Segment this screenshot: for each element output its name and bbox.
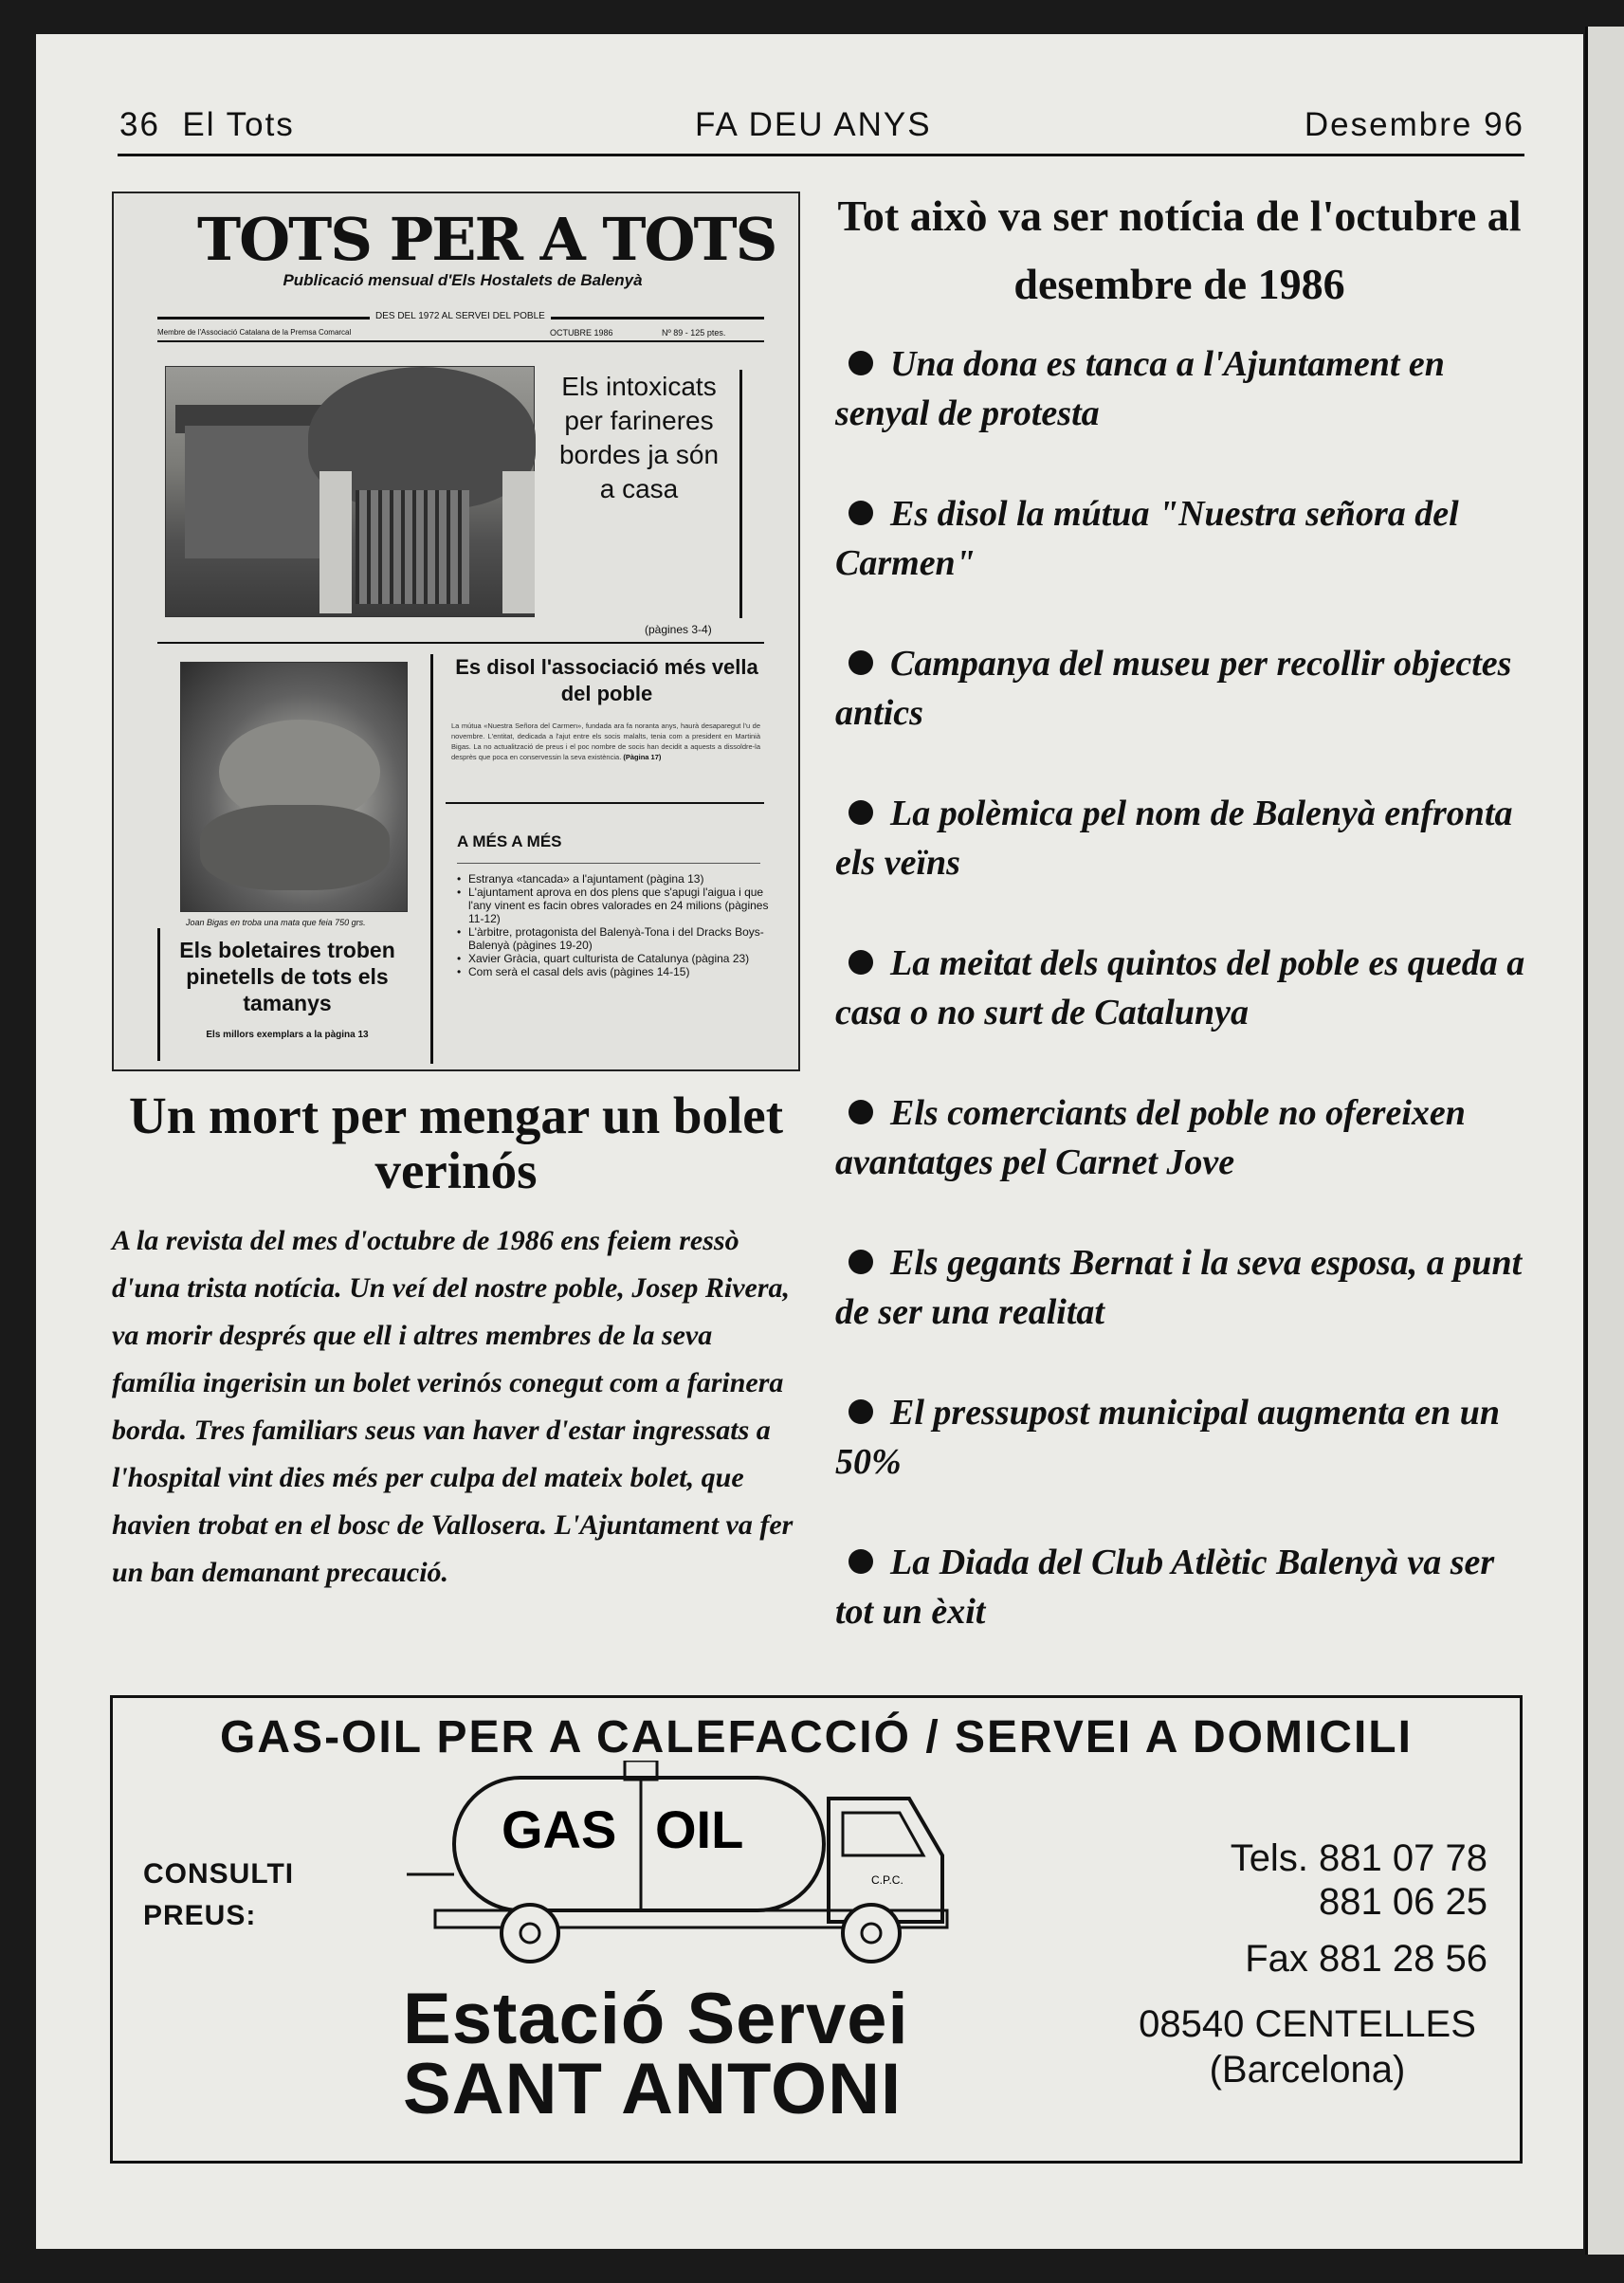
article-title: Un mort per mengar un bolet verinós bbox=[128, 1087, 784, 1199]
house-photo bbox=[165, 366, 535, 617]
page-number: 36 bbox=[119, 106, 160, 143]
gasoil-advertisement bbox=[110, 1695, 1523, 2164]
next-page-edge bbox=[1585, 27, 1624, 2255]
clipping-body-pages: (Pàgina 17) bbox=[623, 753, 662, 761]
bullet-icon bbox=[848, 351, 873, 375]
cab-label: C.P.C. bbox=[871, 1873, 903, 1887]
bullet-icon bbox=[848, 650, 873, 675]
clipping-masthead: TOTS PER A TOTS bbox=[197, 205, 776, 274]
clipping-date: OCTUBRE 1986 bbox=[550, 328, 613, 338]
truck-wheel bbox=[502, 1905, 558, 1962]
truck-wheel bbox=[843, 1905, 900, 1962]
more-list bbox=[457, 872, 776, 978]
news-item-text: Campanya del museu per recollir objectes antics bbox=[835, 644, 1512, 733]
bullet-icon bbox=[848, 501, 873, 525]
clipping-number: Nº 89 - 125 ptes. bbox=[662, 328, 726, 338]
news-item-text: El pressupost municipal augmenta en un 50% bbox=[835, 1393, 1500, 1482]
bullet-icon bbox=[848, 1549, 873, 1574]
clipping-pages: (pàgines 3-4) bbox=[645, 623, 712, 636]
news-item bbox=[835, 639, 1537, 738]
bullet-icon bbox=[848, 1399, 873, 1424]
news-item bbox=[835, 1238, 1537, 1337]
news-item-text: Una dona es tanca a l'Ajuntament en senyal de protesta bbox=[835, 344, 1445, 433]
clipping-body-text: La mútua «Nuestra Señora del Carmen», fundada ara fa noranta anys, haurà desaparegut l'u de novembre. L'entitat, dedicada a l'ajut entre els socis malalts, tenia com a president en Martinià Bigas. La no actualització de preus i el poc nombre de socis han decidit a aquests a dissoldre-la desprès que poca en conservessin la seva existència. bbox=[451, 721, 760, 761]
magazine-name: El Tots bbox=[182, 106, 295, 143]
more-title: A MÉS A MÉS bbox=[457, 832, 562, 850]
clipping-headline-associacio: Es disol l'associació més vella del poble bbox=[455, 655, 758, 705]
ad-address bbox=[1137, 2001, 1478, 2092]
clipping-since: DES DEL 1972 AL SERVEI DEL POBLE bbox=[370, 311, 551, 321]
news-item bbox=[835, 939, 1537, 1037]
news-item bbox=[835, 1388, 1537, 1487]
news-item bbox=[835, 339, 1537, 438]
clipping-member-line: Membre de l'Associació Catalana de la Premsa Comarcal bbox=[157, 328, 352, 337]
photo-caption: Joan Bigas en troba una mata que feia 750 grs. bbox=[186, 918, 366, 927]
bullet-icon bbox=[848, 1250, 873, 1274]
news-heading: Tot això va ser notícia de l'octubre al desembre de 1986 bbox=[837, 192, 1522, 308]
ad-headline: GAS-OIL PER A CALEFACCIÓ / SERVEI A DOMICILI bbox=[220, 1712, 1413, 1762]
ad-fax: Fax 881 28 56 bbox=[1245, 1938, 1487, 1980]
issue-date: Desembre 96 bbox=[1304, 106, 1524, 143]
news-item-text: La Diada del Club Atlètic Balenyà va ser tot un èxit bbox=[835, 1543, 1495, 1632]
mushroom-photo bbox=[180, 662, 408, 912]
news-item-text: Es disol la mútua "Nuestra señora del Carmen" bbox=[835, 494, 1459, 583]
more-item: • Xavier Gràcia, quart culturista de Catalunya (pàgina 23) bbox=[457, 952, 776, 965]
header-rule bbox=[118, 154, 1524, 156]
photo-gatepost bbox=[502, 471, 535, 613]
clipping-rule bbox=[457, 863, 760, 864]
article-body: A la revista del mes d'octubre de 1986 ens feiem ressò d'una trista notícia. Un veí del nostre poble, Josep Rivera, va morir després que ell i altres membres de la seva família ingerisin un bolet verinós conegut com a farinera borda. Tres familiars seus van haver d'estar ingressats a l'hospital vint dies més per culpa del mateix bolet, que havien trobat en el bosc de Vallosera. L'Ajuntament va fer un ban demanant precaució. bbox=[112, 1225, 794, 1588]
station-name bbox=[403, 1979, 909, 2129]
ad-region: (Barcelona) bbox=[1209, 2049, 1406, 2091]
running-header bbox=[83, 106, 1524, 148]
clipping-rule bbox=[157, 928, 160, 1061]
news-item bbox=[835, 1088, 1537, 1187]
clipping-headline-intoxicats: Els intoxicats per farineres bordes ja són a casa bbox=[558, 372, 720, 503]
ad-city: 08540 CENTELLES bbox=[1139, 2003, 1476, 2045]
section-title: FA DEU ANYS bbox=[695, 106, 932, 143]
clipping-subtitle: Publicació mensual d'Els Hostalets de Balenyà bbox=[283, 271, 643, 289]
clipping-rule bbox=[446, 802, 764, 804]
news-item-text: La polèmica pel nom de Balenyà enfronta els veïns bbox=[835, 794, 1513, 883]
ad-consult-prices: CONSULTI PREUS: bbox=[143, 1858, 295, 1931]
news-item bbox=[835, 1538, 1537, 1636]
bullet-icon bbox=[848, 800, 873, 825]
ad-phone-1: Tels. 881 07 78 bbox=[1230, 1837, 1487, 1879]
bullet-icon bbox=[848, 1100, 873, 1124]
ad-phone-2: 881 06 25 bbox=[1319, 1881, 1487, 1923]
tank-label-oil: OIL bbox=[655, 1799, 744, 1859]
more-item: • L'ajuntament aprova en dos plens que s'apugi l'aigua i que l'any vinent es facin obres valorades en 24 milions (pàgines 11-12) bbox=[457, 886, 776, 925]
tanker-truck-icon bbox=[397, 1761, 966, 1975]
truck-cab bbox=[829, 1799, 942, 1922]
photo-gate bbox=[356, 490, 469, 604]
clipping-body bbox=[451, 721, 760, 762]
station-line-1: Estació Servei bbox=[403, 1979, 909, 2059]
news-item-text: Els gegants Bernat i la seva esposa, a punt de ser una realitat bbox=[835, 1243, 1523, 1332]
news-item bbox=[835, 489, 1537, 588]
newspaper-clipping bbox=[112, 192, 800, 1071]
ad-contact bbox=[1231, 1836, 1487, 1981]
photo-hands bbox=[200, 805, 390, 890]
clipping-rule bbox=[157, 340, 764, 342]
news-item bbox=[835, 789, 1537, 887]
station-line-2: SANT ANTONI bbox=[403, 2049, 903, 2129]
news-item-text: Els comerciants del poble no ofereixen avantatges pel Carnet Jove bbox=[835, 1093, 1466, 1182]
truck-window bbox=[843, 1813, 923, 1855]
clipping-headline-boletaires: Els boletaires troben pinetells de tots els tamanys bbox=[179, 938, 395, 1015]
bullet-icon bbox=[848, 950, 873, 975]
clipping-rule bbox=[430, 654, 433, 1064]
photo-gatepost bbox=[319, 471, 352, 613]
more-item: • Estranya «tancada» a l'ajuntament (pàgina 13) bbox=[457, 872, 776, 886]
news-item-text: La meitat dels quintos del poble es queda a casa o no surt de Catalunya bbox=[835, 943, 1525, 1032]
header-left bbox=[119, 106, 295, 144]
clipping-rule bbox=[739, 370, 742, 618]
more-item: • L'àrbitre, protagonista del Balenyà-Tona i del Dracks Boys-Balenyà (pàgines 19-20) bbox=[457, 925, 776, 952]
more-item: • Com serà el casal dels avis (pàgines 14-15) bbox=[457, 965, 776, 978]
tank-label-gas: GAS bbox=[502, 1799, 617, 1859]
clipping-rule bbox=[157, 642, 764, 644]
clipping-headline-sub: Els millors exemplars a la pàgina 13 bbox=[206, 1030, 369, 1040]
